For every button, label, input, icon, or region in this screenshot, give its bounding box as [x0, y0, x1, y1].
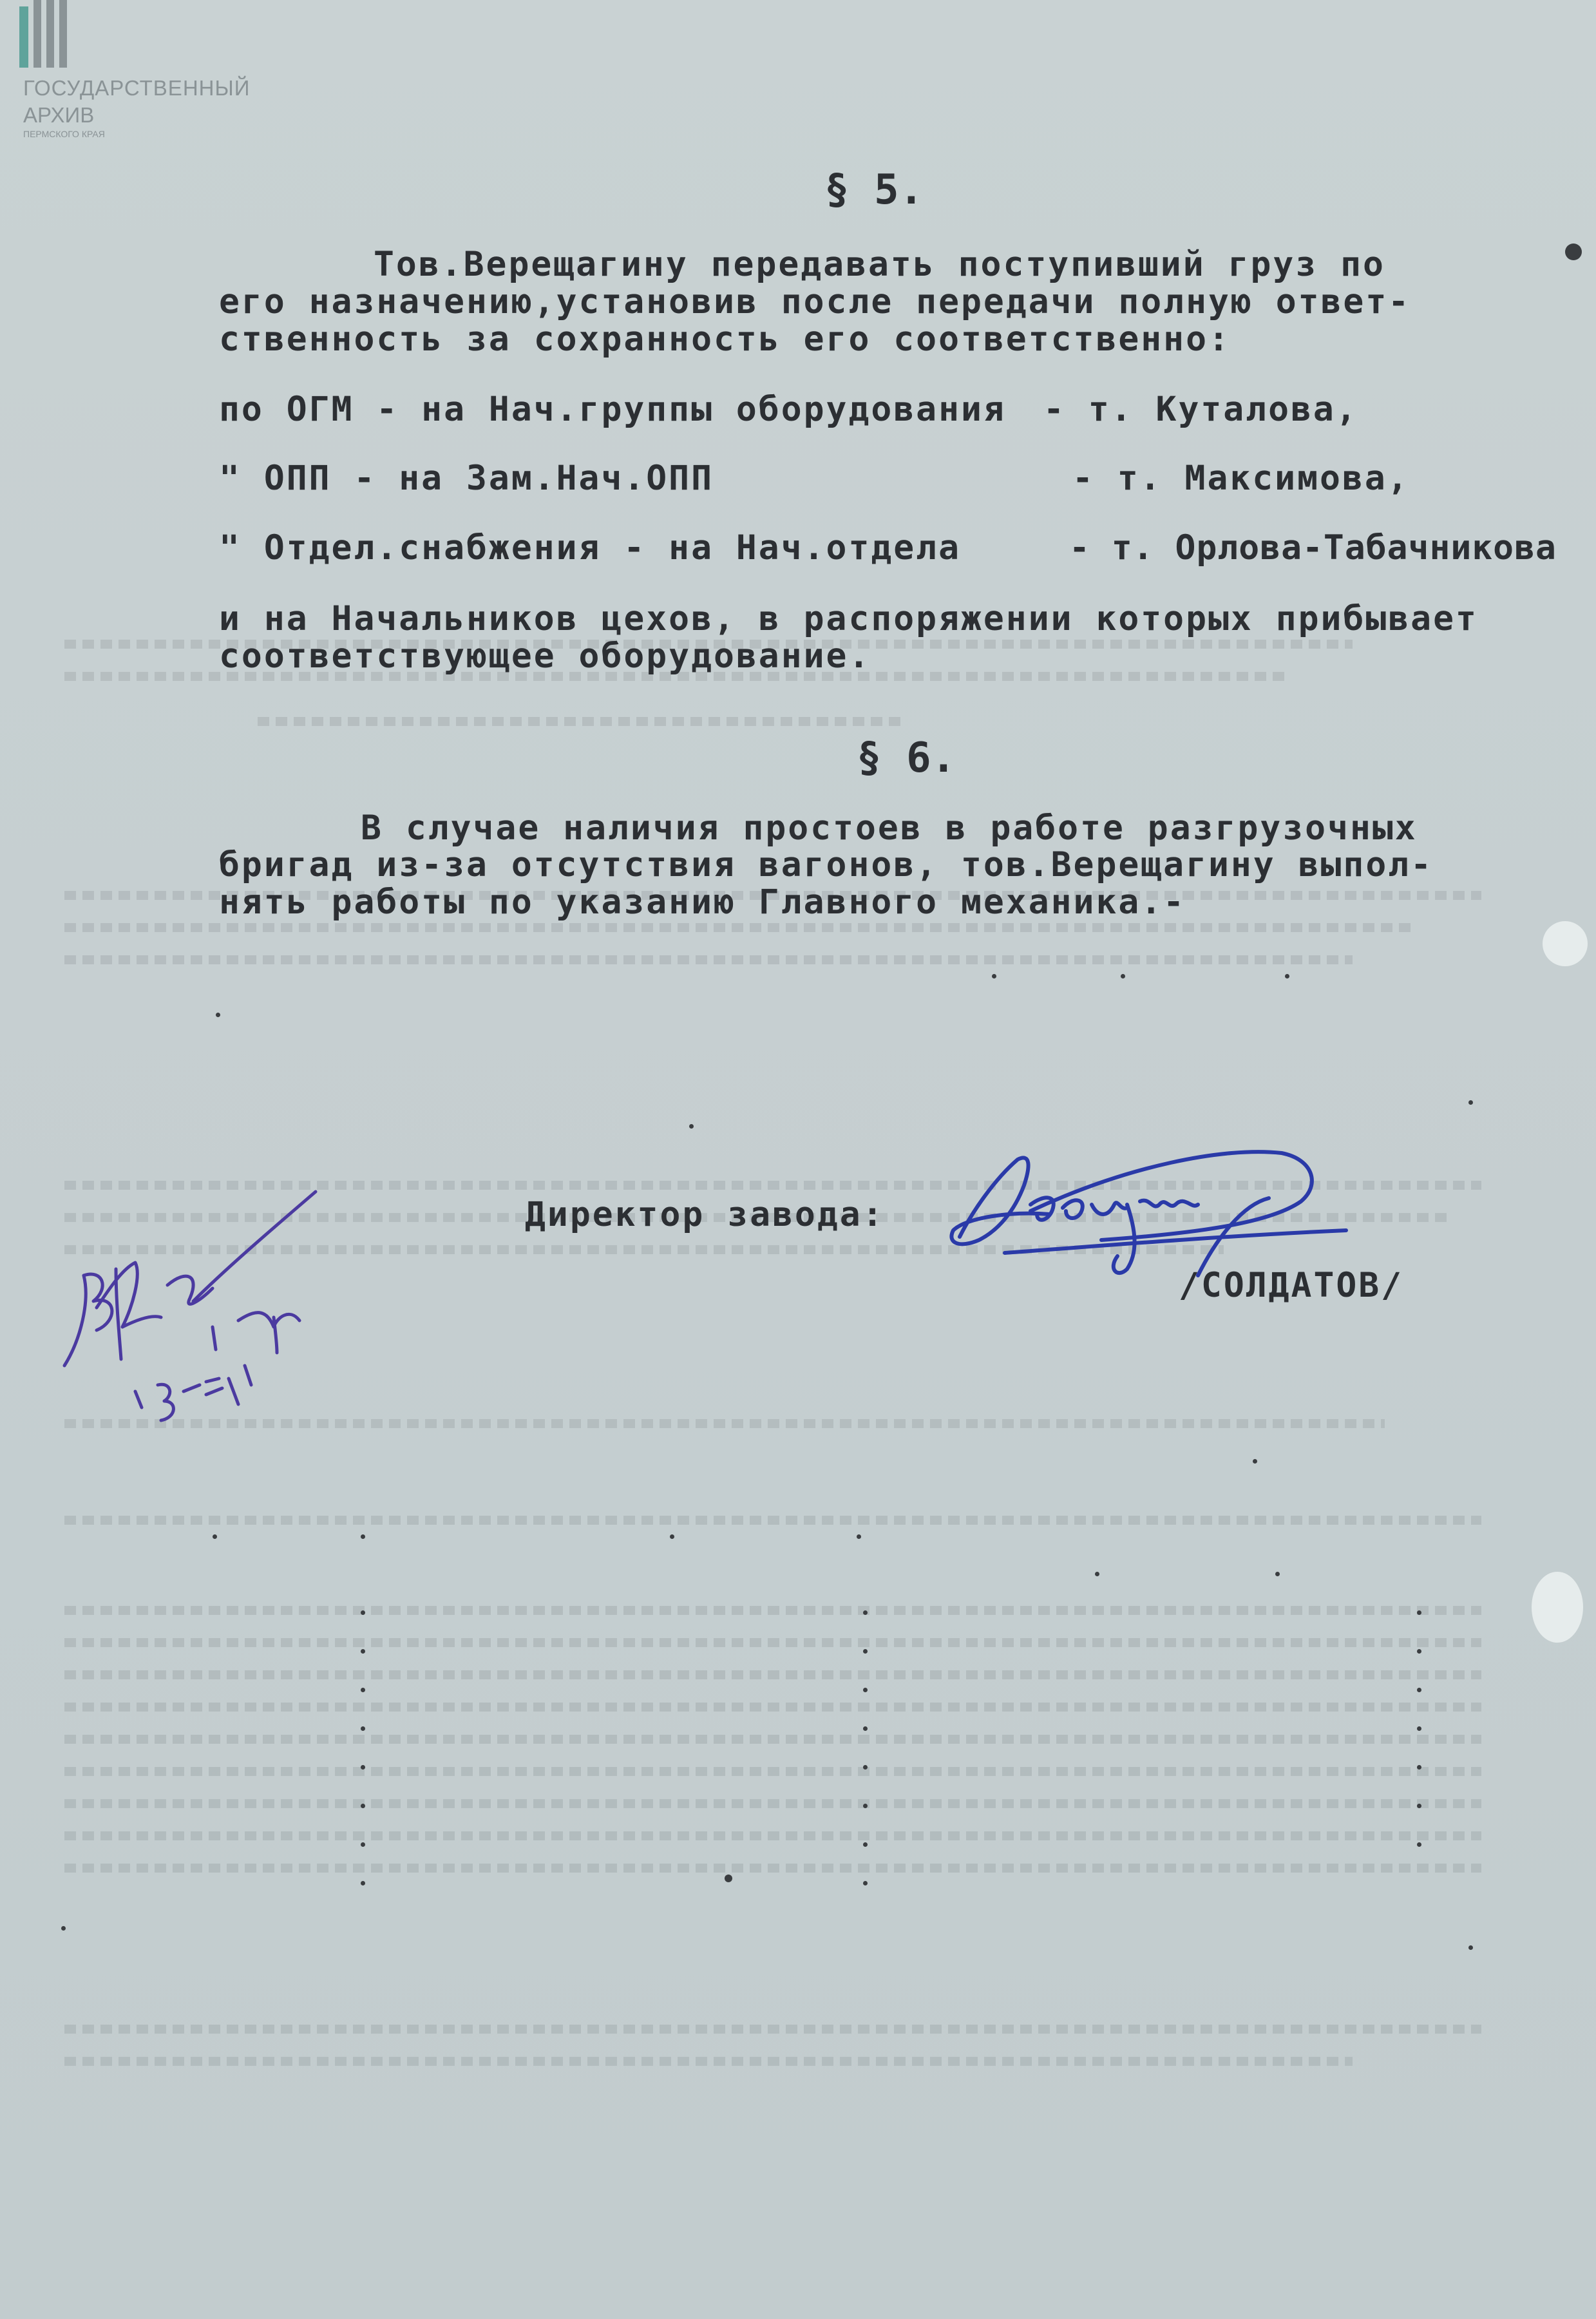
section-5-para2-line2: соответствующее оборудование.	[219, 636, 871, 676]
director-title: Директор завода:	[525, 1195, 885, 1234]
speck	[1468, 1100, 1473, 1105]
speck	[863, 1804, 868, 1808]
punch-hole-lower	[1532, 1572, 1583, 1643]
speck	[361, 1610, 365, 1615]
speck	[863, 1726, 868, 1731]
speck	[1417, 1842, 1421, 1847]
director-signature	[934, 1140, 1385, 1321]
section-5-heading: § 5.	[824, 166, 924, 214]
speck	[1468, 1945, 1473, 1950]
speck	[361, 1726, 365, 1731]
section-5-para2-line1: и на Начальников цехов, в распоряжении которых прибывает	[219, 599, 1478, 638]
archive-logo-line1: ГОСУДАРСТВЕННЫЙ	[23, 76, 251, 100]
director-name: /СОЛДАТОВ/	[1179, 1266, 1404, 1305]
speck	[857, 1534, 861, 1539]
speck	[1095, 1572, 1099, 1576]
section-5-para1-line3: ственность за сохранность его соответственно:	[219, 320, 1231, 359]
assignment-2-person: - т. Максимова,	[1072, 459, 1410, 498]
speck	[863, 1649, 868, 1654]
speck	[361, 1842, 365, 1847]
speck	[863, 1881, 868, 1885]
speck	[1417, 1610, 1421, 1615]
speck	[361, 1534, 365, 1539]
speck	[863, 1842, 868, 1847]
speck	[992, 974, 996, 978]
section-6-para-line1: В случае наличия простоев в работе разгрузочных	[361, 808, 1418, 848]
speck	[216, 1013, 220, 1017]
archive-logo-icon	[19, 0, 71, 71]
speck	[1417, 1726, 1421, 1731]
speck	[1417, 1765, 1421, 1770]
speck	[670, 1534, 674, 1539]
assignment-1-person: - т. Куталова,	[1043, 390, 1358, 429]
speck	[213, 1534, 217, 1539]
speck	[1417, 1649, 1421, 1654]
speck	[689, 1124, 694, 1129]
handwritten-resolution	[45, 1172, 380, 1469]
speck	[863, 1688, 868, 1692]
speck	[1253, 1459, 1257, 1464]
punch-hole-middle	[1543, 921, 1588, 966]
speck	[863, 1610, 868, 1615]
speck	[361, 1804, 365, 1808]
archive-logo-line3: ПЕРМСКОГО КРАЯ	[23, 129, 105, 139]
speck	[61, 1926, 66, 1931]
section-5-para1-line1: Тов.Верещагину передавать поступивший груз по	[374, 245, 1385, 284]
speck	[863, 1765, 868, 1770]
punch-hole-top	[1565, 243, 1582, 260]
section-6-heading: § 6.	[857, 734, 956, 782]
speck	[1275, 1572, 1280, 1576]
speck	[725, 1875, 732, 1882]
assignment-3-dept: " Отдел.снабжения - на Нач.отдела	[219, 528, 961, 568]
archive-logo-line2: АРХИВ	[23, 103, 95, 127]
section-5-para1-line2: его назначению,установив после передачи полную ответ-	[219, 282, 1411, 321]
assignment-1-dept: по ОГМ - на Нач.группы оборудования	[219, 390, 1006, 429]
speck	[1285, 974, 1289, 978]
speck	[1121, 974, 1125, 978]
speck	[361, 1649, 365, 1654]
speck	[361, 1881, 365, 1885]
assignment-3-person: - т. Орлова-Табачникова	[1069, 528, 1557, 568]
section-6-para-line2: бригад из-за отсутствия вагонов, тов.Верещагину выпол-	[219, 845, 1434, 884]
archive-logo	[19, 0, 251, 148]
section-6-para-line3: нять работы по указанию Главного механика.-	[219, 883, 1186, 922]
speck	[361, 1765, 365, 1770]
speck	[1417, 1688, 1421, 1692]
assignment-2-dept: " ОПП - на Зам.Нач.ОПП	[219, 459, 714, 498]
speck	[1417, 1804, 1421, 1808]
speck	[361, 1688, 365, 1692]
